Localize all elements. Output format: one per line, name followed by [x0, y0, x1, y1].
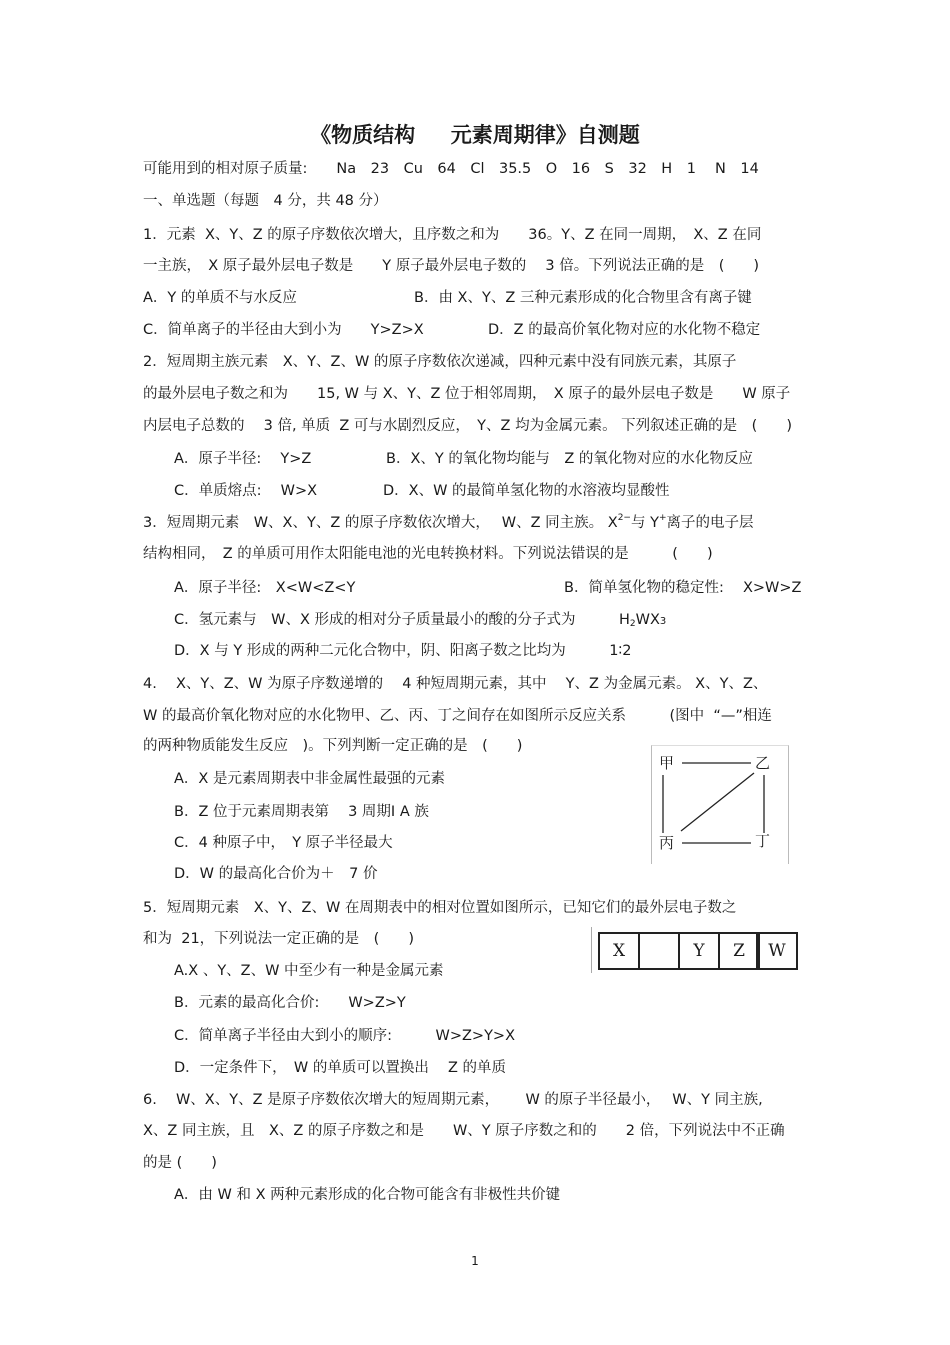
- q2-option-d: D．X、W 的最简单氢化物的水溶液均显酸性: [383, 483, 670, 499]
- q3-option-d: D．X 与 Y 形成的两种二元化合物中，阴、阳离子数之比均为 1∶2: [174, 643, 632, 659]
- q1-line1: 1．元素 X、Y、Z 的原子序数依次增大，且序数之和为 36。Y、Z 在同一周期， X、Z 在同: [143, 227, 762, 243]
- node-bing: 丙: [659, 834, 675, 852]
- q3-line1-text: 3．短周期元素 W、X、Y、Z 的原子序数依次增大， W、Z 同主族。 X: [143, 515, 618, 531]
- q4-option-b: B．Z 位于元素周期表第 3 周期Ⅰ A 族: [174, 804, 429, 820]
- q5-option-a: A.X 、Y、Z、W 中至少有一种是金属元素: [174, 963, 444, 979]
- formula-wx: WX: [635, 612, 660, 628]
- q3-option-a: A．原子半径: X<W<Z<Y: [174, 580, 356, 596]
- table-cell-empty: [638, 932, 680, 970]
- q5-option-d: D．一定条件下， W 的单质可以置换出 Z 的单质: [174, 1060, 507, 1076]
- q5-line2: 和为 21，下列说法一定正确的是 ( ): [143, 931, 414, 947]
- table-cell-z: Z: [718, 932, 760, 970]
- q1-option-b: B．由 X、Y、Z 三种元素形成的化合物里含有离子键: [414, 290, 752, 306]
- y-ion-charge: +: [658, 513, 667, 523]
- q2-option-c: C．单质熔点: W>X: [174, 483, 318, 499]
- q3-line2: 结构相同， Z 的单质可用作太阳能电池的光电转换材料。下列说法错误的是 ( ): [143, 546, 713, 562]
- section-heading: 一、单选题（每题 4 分，共 48 分）: [143, 193, 388, 209]
- q4-option-d: D．W 的最高化合价为＋ 7 价: [174, 866, 378, 882]
- x-ion-charge: 2−: [617, 513, 631, 523]
- q1-option-a: A．Y 的单质不与水反应: [143, 290, 297, 306]
- q3-option-b: B．简单氢化物的稳定性: X>W>Z: [564, 580, 802, 596]
- node-ding: 丁: [755, 832, 771, 850]
- q4-line3: 的两种物质能发生反应 )。下列判断一定正确的是 ( ): [143, 738, 523, 754]
- q4-option-c: C．4 种原子中， Y 原子半径最大: [174, 835, 393, 851]
- q6-line3: 的是 ( ): [143, 1155, 217, 1171]
- q6-line2: X、Z 同主族，且 X、Z 的原子序数之和是 W、Y 原子序数之和的 2 倍，下列说法中不正确: [143, 1123, 785, 1139]
- formula-subscript-3: 3: [659, 616, 667, 627]
- table-cell-w: W: [756, 932, 798, 970]
- q3-line1: [143, 513, 753, 533]
- formula-subscript: 2: [629, 619, 636, 629]
- table-cell-y: Y: [678, 932, 720, 970]
- q4-option-a: A．X 是元素周期表中非金属性最强的元素: [174, 771, 445, 787]
- q3-option-c: [174, 610, 666, 632]
- node-yi: 乙: [755, 754, 771, 772]
- periodic-position-table: [591, 927, 799, 973]
- q4-line2: W 的最高价氧化物对应的水化物甲、乙、丙、丁之间存在如图所示反应关系 (图中 “—”相连: [143, 708, 772, 724]
- q2-line1: 2．短周期主族元素 X、Y、Z、W 的原子序数依次递减，四种元素中没有同族元素，其原子: [143, 354, 737, 370]
- node-jia: 甲: [659, 754, 675, 772]
- atomic-mass-line: 可能用到的相对原子质量: Na 23 Cu 64 Cl 35.5 O 16 S 32 H 1 N 14: [143, 161, 759, 177]
- q1-option-d: D．Z 的最高价氧化物对应的水化物不稳定: [488, 322, 761, 338]
- q2-line3: 内层电子总数的 3 倍, 单质 Z 可与水剧烈反应， Y、Z 均为金属元素。 下列叙述正确的是 ( ): [143, 418, 792, 434]
- page-number: 1: [471, 1254, 479, 1268]
- q5-option-c: C．简单离子半径由大到小的顺序: W>Z>Y>X: [174, 1028, 516, 1044]
- q6-option-a: A．由 W 和 X 两种元素形成的化合物可能含有非极性共价键: [174, 1187, 561, 1203]
- page-title: 《物质结构 元素周期律》自测题: [310, 123, 640, 147]
- q4-line1: 4. X、Y、Z、W 为原子序数递增的 4 种短周期元素，其中 Y、Z 为金属元素。 X、Y、Z、: [143, 676, 768, 692]
- q1-line2: 一主族， X 原子最外层电子数是 Y 原子最外层电子数的 3 倍。下列说法正确的是 ( ): [143, 258, 760, 274]
- q2-option-a: A．原子半径: Y>Z: [174, 451, 312, 467]
- q5-option-b: B．元素的最高化合价: W>Z>Y: [174, 995, 406, 1011]
- q6-line1: 6. W、X、Y、Z 是原子序数依次增大的短周期元素， W 的原子半径最小， W、Y 同主族,: [143, 1092, 763, 1108]
- q2-option-b: B．X、Y 的氧化物均能与 Z 的氧化物对应的水化物反应: [386, 451, 753, 467]
- q3-line1-text-y: 与 Y: [630, 515, 659, 531]
- q5-line1: 5．短周期元素 X、Y、Z、W 在周期表中的相对位置如图所示，已知它们的最外层电子数之: [143, 900, 737, 916]
- q3-line1-text-end: 离子的电子层: [666, 515, 754, 531]
- table-cell-x: X: [598, 932, 640, 970]
- table-edge: [591, 927, 592, 973]
- q2-line2: 的最外层电子数之和为 15, W 与 X、Y、Z 位于相邻周期， X 原子的最外层电子数是 W 原子: [143, 386, 791, 402]
- q3-option-c-text: C．氢元素与 W、X 形成的相对分子质量最小的酸的分子式为 H: [174, 612, 630, 628]
- reaction-diagram: [651, 745, 789, 865]
- q1-option-c: C．简单离子的半径由大到小为 Y>Z>X: [143, 322, 424, 338]
